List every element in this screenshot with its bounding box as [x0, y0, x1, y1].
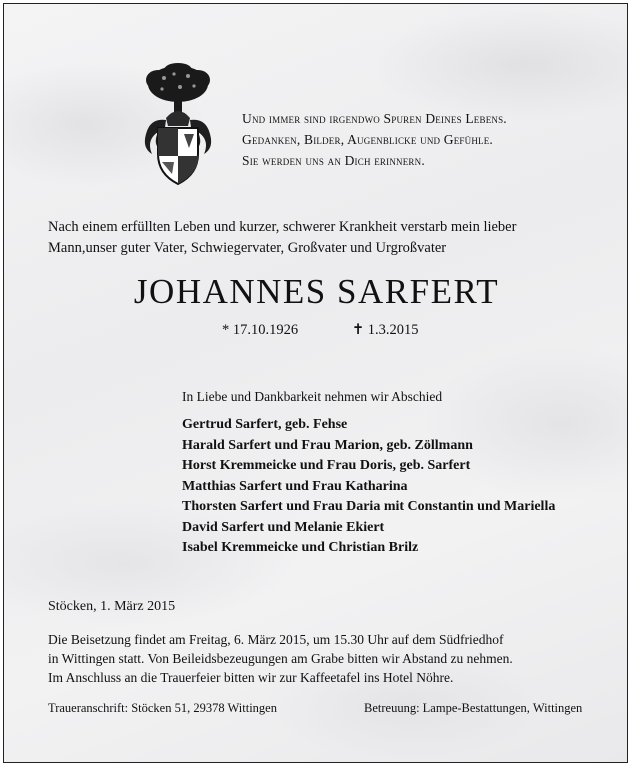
- intro-line: Mann,unser guter Vater, Schwiegervater, Großvater und Urgroßvater: [48, 240, 447, 256]
- motto-line: Und immer sind irgendwo Spuren Deines Lebens.: [242, 111, 507, 126]
- deceased-name: JOHANNES SARFERT: [133, 272, 500, 311]
- family-member: Isabel Kremmeicke und Christian Brilz: [182, 540, 419, 555]
- mourning-address: Traueranschrift: Stöcken 51, 29378 Wittingen: [48, 701, 277, 715]
- family-crest-tree-icon: [132, 62, 224, 190]
- family-member: Thorsten Sarfert und Frau Daria mit Constantin und Mariella: [182, 499, 556, 514]
- family-member: Gertrud Sarfert, geb. Fehse: [182, 417, 348, 432]
- motto: [242, 108, 507, 171]
- funeral-line: in Wittingen statt. Von Beileidsbezeugungen am Grabe bitten wir Abstand zu nehmen.: [48, 651, 513, 666]
- intro-text: [48, 217, 588, 259]
- death-date: ✝ 1.3.2015: [352, 322, 419, 338]
- funeral-line: Im Anschluss an die Trauerfeier bitten wir zur Kaffeetafel ins Hotel Nöhre.: [48, 670, 454, 685]
- funeral-line: Die Beisetzung findet am Freitag, 6. März 2015, um 15.30 Uhr auf dem Südfriedhof: [48, 632, 504, 647]
- intro-line: Nach einem erfüllten Leben und kurzer, schwerer Krankheit verstarb mein lieber: [48, 219, 517, 235]
- farewell-line: In Liebe und Dankbarkeit nehmen wir Abschied: [182, 389, 443, 404]
- motto-line: Gedanken, Bilder, Augenblicke und Gefühle.: [242, 132, 494, 147]
- obituary-notice: [3, 3, 628, 763]
- funeral-home: Betreuung: Lampe-Bestattungen, Wittingen: [364, 701, 583, 715]
- funeral-info: [48, 630, 608, 687]
- family-member: Harald Sarfert und Frau Marion, geb. Zöllmann: [182, 437, 473, 453]
- family-member: Matthias Sarfert und Frau Katharina: [182, 478, 408, 494]
- birth-date: * 17.10.1926: [222, 322, 299, 338]
- place-date: Stöcken, 1. März 2015: [48, 599, 176, 614]
- family-member: Horst Kremmeicke und Frau Doris, geb. Sarfert: [182, 458, 471, 473]
- family-member: David Sarfert und Melanie Ekiert: [182, 519, 385, 535]
- motto-line: Sie werden uns an Dich erinnern.: [242, 153, 425, 168]
- family-list: [182, 415, 555, 559]
